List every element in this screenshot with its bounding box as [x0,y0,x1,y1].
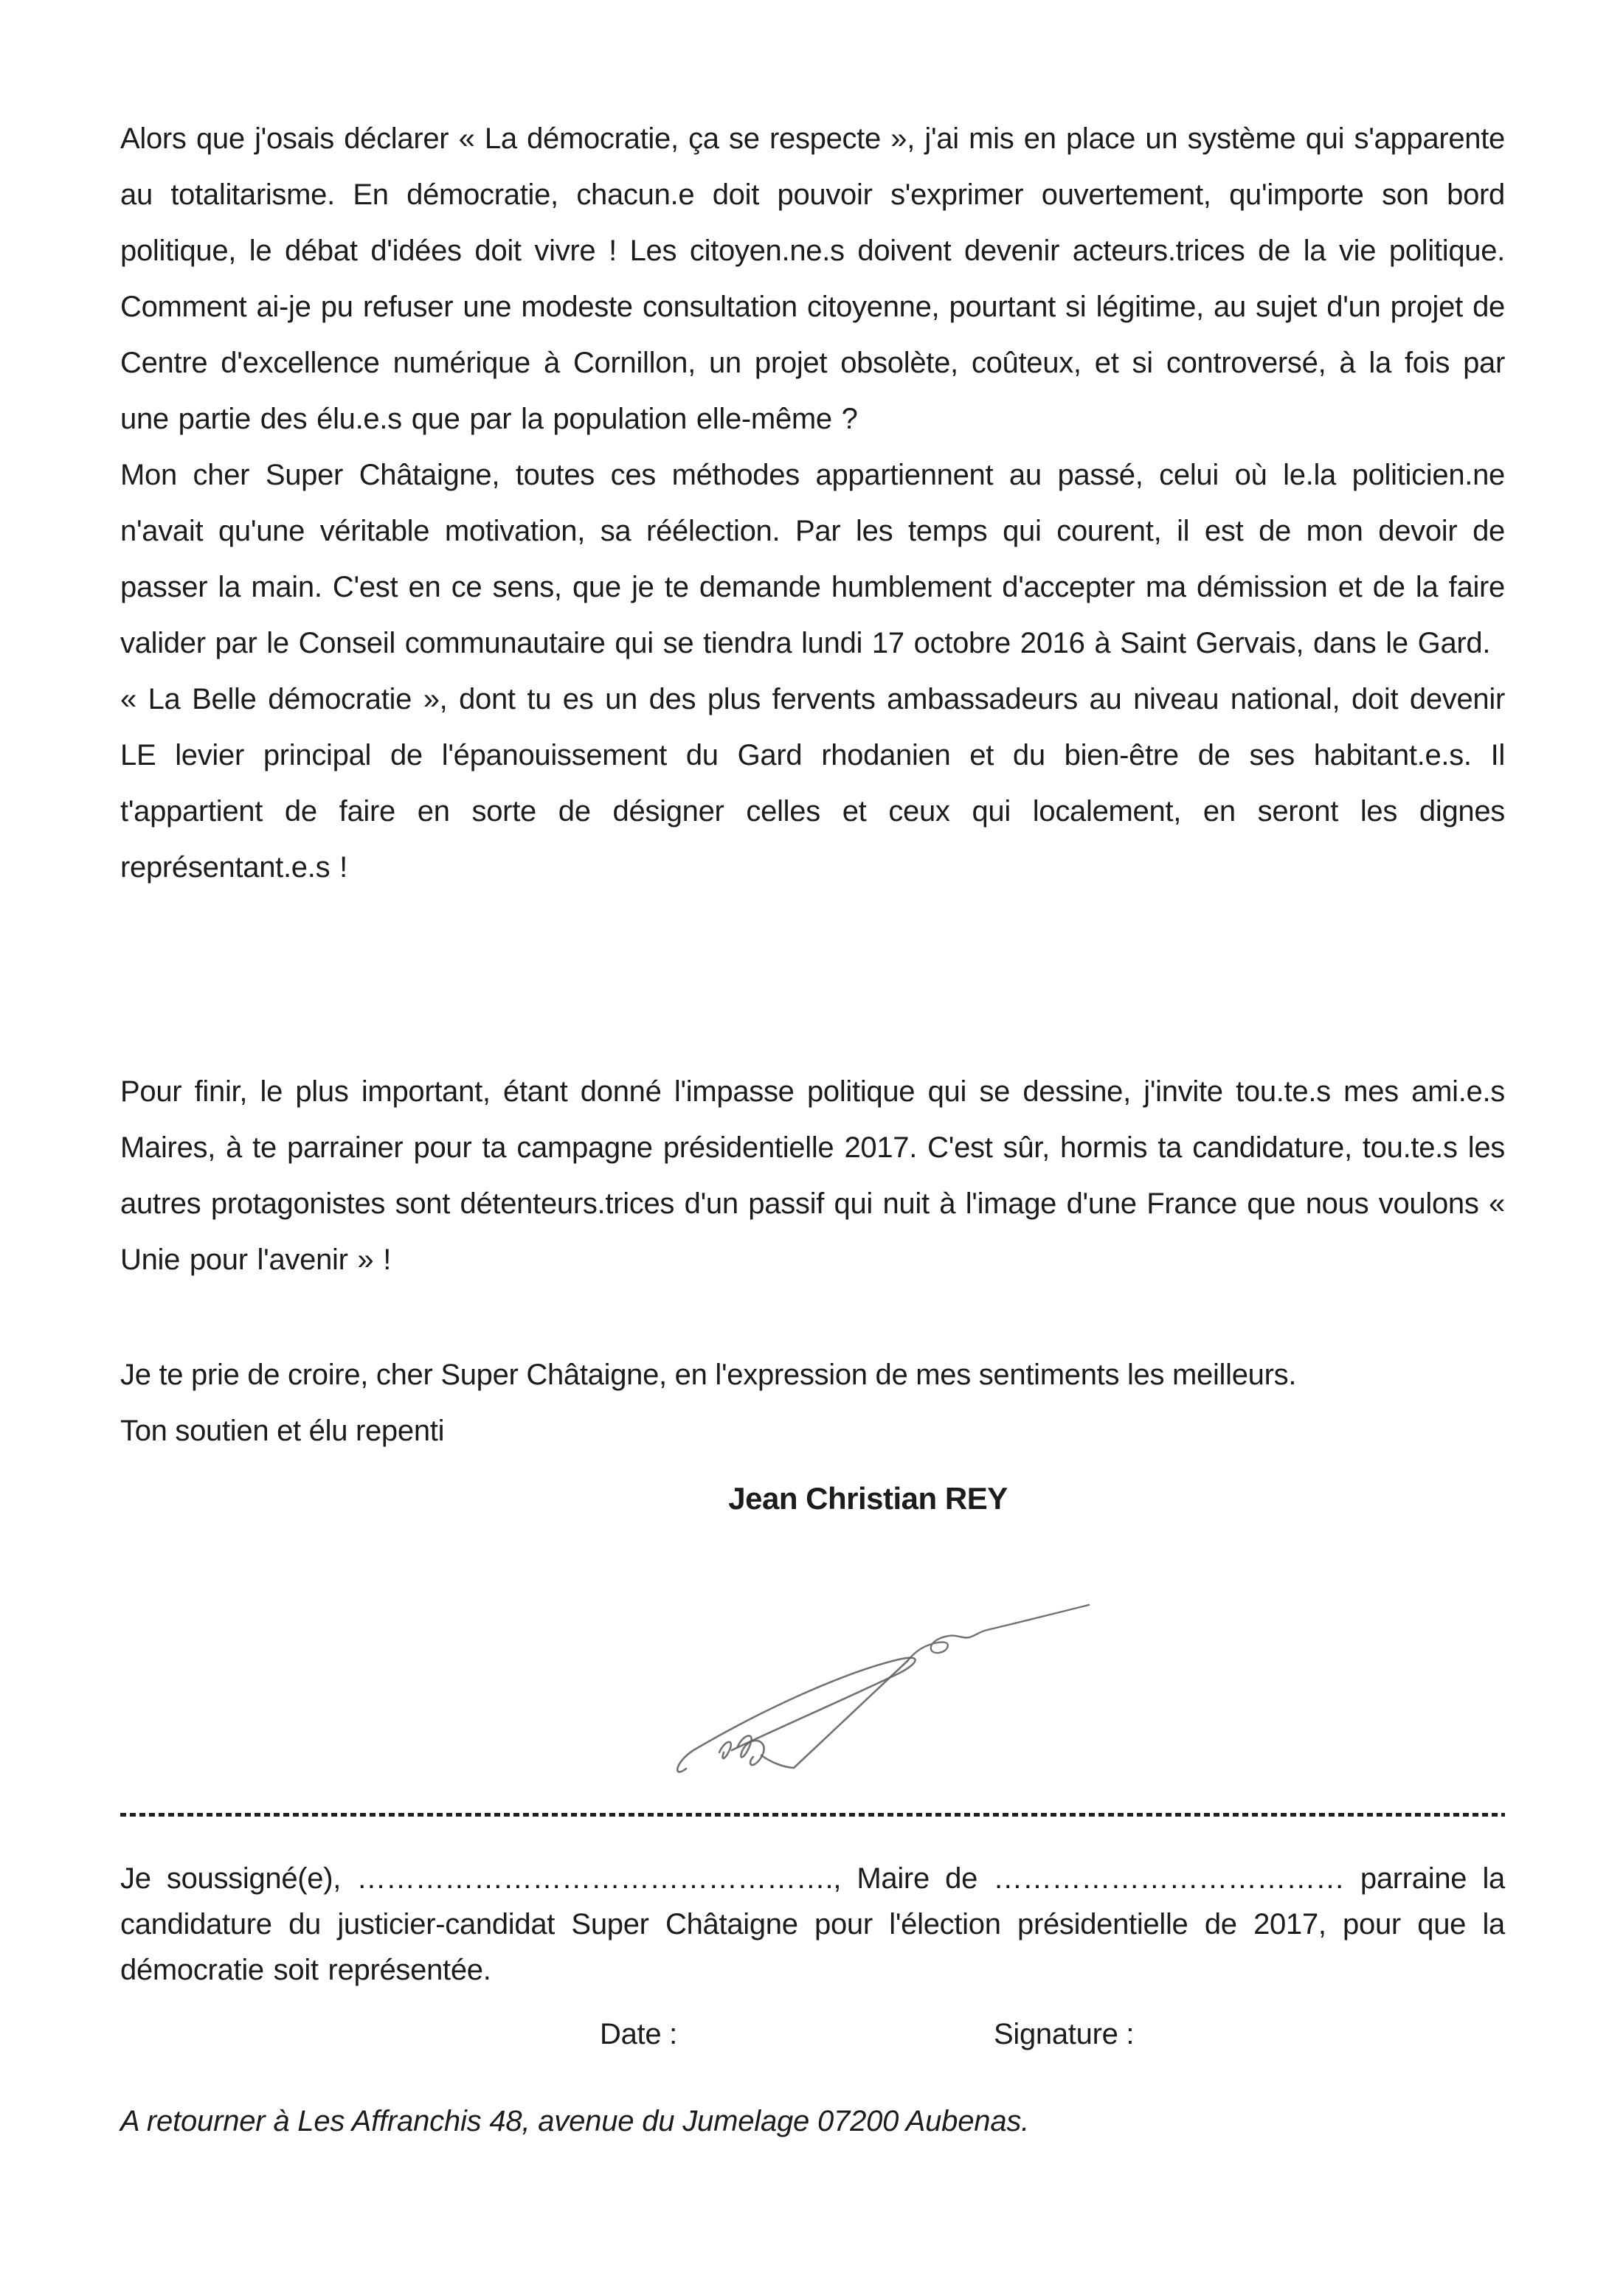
closing-signoff: Ton soutien et élu repenti [120,1415,445,1447]
signature-tail-stroke [907,1605,1089,1661]
form-labels-row [120,2016,1505,2060]
letter-paragraph-3: « La Belle démocratie », dont tu es un des plus fervents ambassadeurs au niveau national, doit devenir LE levier principal de l'épanouissement du Gard rhodanien et du bien-être de ses habitant.e.s. Il t'appartient de faire en sorte de désigner celles et ceux qui localement, en seront les dignes représentant.e.s ! [120,683,1505,884]
date-label: Date : [600,2018,677,2050]
letter-paragraph-4: Pour finir, le plus important, étant donné l'impasse politique qui se dessine, j'invite tou.te.s mes ami.e.s Maires, à te parrainer pour ta campagne présidentielle 2017. C'est sûr, hormis ta candidature, tou.te.s les autres protagonistes sont détenteurs.trices d'un passif qui nuit à l'image d'une France que nous voulons « Unie pour l'avenir » ! [120,1075,1505,1276]
sponsorship-statement-block [120,1856,1505,1993]
closing-block [120,1347,1505,1459]
signature-loop-stroke [677,1658,915,1772]
dashed-separator [120,1813,1505,1817]
letter-paragraph-2: Mon cher Super Châtaigne, toutes ces méthodes appartiennent au passé, celui où le.la politicien.ne n'avait qu'une véritable motivation, sa réélection. Par les temps qui courent, il est de mon devoir de passer la main. C'est en ce sens, que je te demande humblement d'accepter ma démission et de la faire valider par le Conseil communautaire qui se tiendra lundi 17 octobre 2016 à Saint Gervais, dans le Gard. [120,459,1505,659]
signatory-name: Jean Christian REY [728,1481,1008,1516]
return-address-note: A retourner à Les Affranchis 48, avenue du Jumelage 07200 Aubenas. [120,2105,1030,2137]
closing-line: Je te prie de croire, cher Super Châtaigne, en l'expression de mes sentiments les meilleurs. [120,1359,1297,1391]
signature-label: Signature : [994,2018,1135,2050]
signature-diagonal-stroke [761,1661,907,1768]
letter-body-final [120,1064,1505,1288]
letter-body-top [120,111,1505,895]
signature-letters-stroke [719,1735,764,1765]
signature-scribble [649,1578,1136,1785]
letter-paragraph-1: Alors que j'osais déclarer « La démocratie, ça se respecte », j'ai mis en place un système qui s'apparente au totalitarisme. En démocratie, chacun.e doit pouvoir s'exprimer ouvertement, qu'importe son bord politique, le débat d'idées doit vivre ! Les citoyen.ne.s doivent devenir acteurs.trices de la vie politique. Comment ai-je pu refuser une modeste consultation citoyenne, pourtant si légitime, au sujet d'un projet de Centre d'excellence numérique à Cornillon, un projet obsolète, coûteux, et si controversé, à la fois par une partie des élu.e.s que par la population elle-même ? [120,122,1505,435]
sponsorship-statement: Je soussigné(e), …………………………………………., Maire de ……………………………… parraine la candidature du justicier-candidat Super Châtaigne pour l'élection présidentielle de 2017, pour que la démocratie soit représentée. [120,1862,1505,1986]
